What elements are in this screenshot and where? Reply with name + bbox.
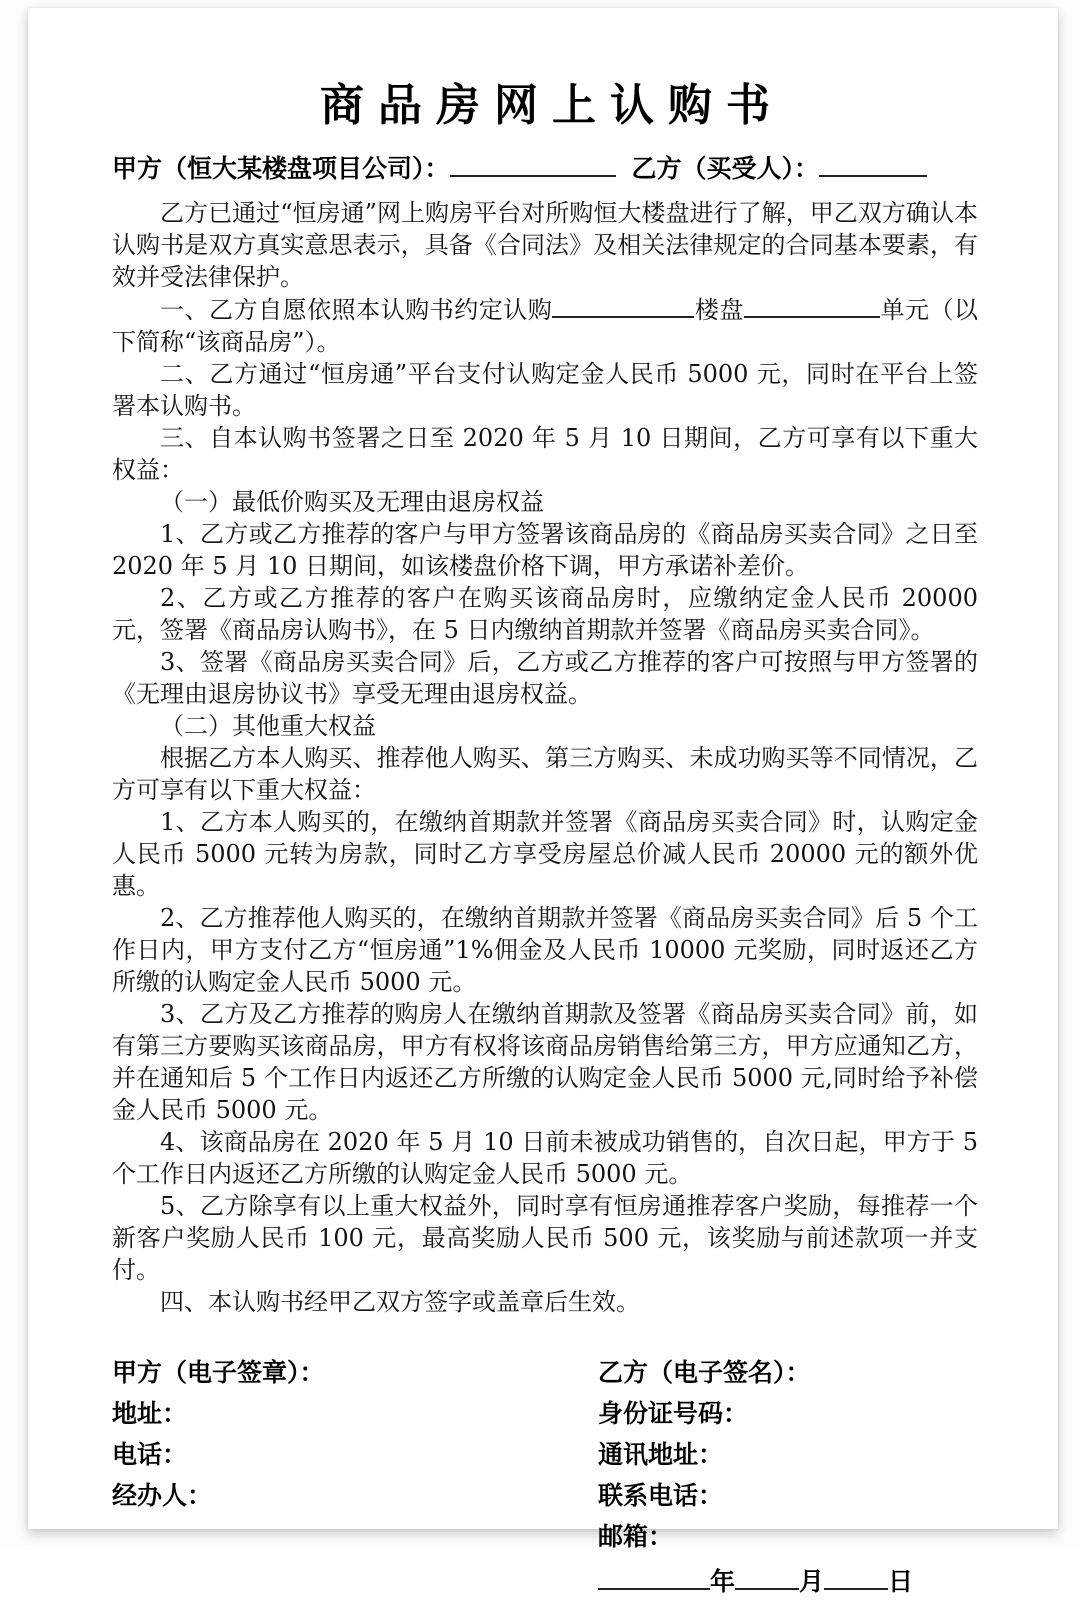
intro-paragraph: 乙方已通过“恒房通”网上购房平台对所购恒大楼盘进行了解，甲乙双方确认本认购书是双方真实意思表示，具备《合同法》及相关法律规定的合同基本要素，有效并受法律保护。 — [112, 198, 978, 291]
clause-one — [112, 293, 978, 358]
party-b-email-label: 邮箱： — [598, 1521, 674, 1551]
unit-fill-blank — [744, 293, 880, 318]
section-two-item-2: 2、乙方推荐他人购买的，在缴纳首期款并签署《商品房买卖合同》后 5 个工作日内，甲方支付乙方“恒房通”1%佣金及人民币 10000 元奖励，同时返还乙方所缴的认购定金人民币 5000 元。 — [112, 903, 978, 996]
party-a-label: 甲方（恒大某楼盘项目公司）： — [112, 153, 450, 183]
section-two-item-5: 5、乙方除享有以上重大权益外，同时享有恒房通推荐客户奖励，每推荐一个新客户奖励人民币 100 元，最高奖励人民币 500 元，该奖励与前述款项一并支付。 — [112, 1191, 978, 1284]
section-two-item-1: 1、乙方本人购买的，在缴纳首期款并签署《商品房买卖合同》时，认购定金人民币 5000 元转为房款，同时乙方享受房屋总价减人民币 20000 元的额外优惠。 — [112, 807, 978, 900]
party-b-fill-blank — [819, 151, 927, 177]
clause-one-post: 单元（以下简称“该商品房”）。 — [112, 295, 979, 356]
party-a-phone-label: 电话： — [112, 1439, 188, 1469]
party-b-signature-block — [598, 1352, 978, 1602]
section-two-intro: 根据乙方本人购买、推荐他人购买、第三方购买、未成功购买等不同情况，乙方可享有以下重大权益： — [112, 743, 978, 804]
section-one-item-2: 2、乙方或乙方推荐的客户在购买该商品房时，应缴纳定金人民币 20000 元，签署《商品房认购书》，在 5 日内缴纳首期款并签署《商品房买卖合同》。 — [112, 583, 978, 644]
party-a-agent-label: 经办人： — [112, 1480, 213, 1510]
party-b-sign-label: 乙方（电子签名）： — [598, 1357, 811, 1387]
year-fill-blank — [598, 1564, 710, 1590]
date-line — [598, 1561, 978, 1602]
party-a-signature-block — [112, 1352, 598, 1602]
signature-section — [112, 1352, 978, 1602]
party-b-phone-label: 联系电话： — [598, 1480, 724, 1510]
year-label: 年 — [710, 1566, 736, 1596]
day-fill-blank — [824, 1564, 888, 1590]
estate-name-fill-blank — [552, 293, 694, 318]
party-b-mail-address-label: 通讯地址： — [598, 1439, 724, 1469]
party-a-address-label: 地址： — [112, 1398, 188, 1428]
document-page — [28, 8, 1058, 1596]
party-b-id-label: 身份证号码： — [598, 1398, 749, 1428]
clause-two: 二、乙方通过“恒房通”平台支付认购定金人民币 5000 元，同时在平台上签署本认购书。 — [112, 359, 978, 420]
month-label: 月 — [799, 1566, 825, 1596]
clause-one-mid: 楼盘 — [694, 295, 744, 324]
day-label: 日 — [888, 1566, 914, 1596]
section-two-item-4: 4、该商品房在 2020 年 5 月 10 日前未被成功销售的，自次日起，甲方于 5 个工作日内返还乙方所缴的认购定金人民币 5000 元。 — [112, 1127, 978, 1188]
party-a-seal-label: 甲方（电子签章）： — [112, 1357, 325, 1387]
party-a-fill-blank — [450, 151, 616, 177]
document-title: 商品房网上认购书 — [320, 80, 784, 131]
section-one-item-3: 3、签署《商品房买卖合同》后，乙方或乙方推荐的客户可按照与甲方签署的《无理由退房协议书》享受无理由退房权益。 — [112, 647, 978, 708]
section-two-item-3: 3、乙方及乙方推荐的购房人在缴纳首期款及签署《商品房买卖合同》前，如有第三方要购买该商品房，甲方有权将该商品房销售给第三方，甲方应通知乙方，并在通知后 5 个工作日内返还乙方所缴的认购定金人民币 5000 元,同时给予补偿金人民币 5000 元。 — [112, 999, 978, 1124]
party-b-label: 乙方（买受人）： — [631, 153, 820, 183]
parties-line — [112, 149, 978, 189]
clause-one-pre: 一、乙方自愿依照本认购书约定认购 — [160, 295, 553, 324]
clause-four: 四、本认购书经甲乙双方签字或盖章后生效。 — [160, 1287, 640, 1316]
month-fill-blank — [735, 1564, 799, 1590]
section-one-heading: （一）最低价购买及无理由退房权益 — [160, 487, 544, 516]
section-two-heading: （二）其他重大权益 — [160, 711, 376, 740]
section-one-item-1: 1、乙方或乙方推荐的客户与甲方签署该商品房的《商品房买卖合同》之日至 2020 年 5 月 10 日期间，如该楼盘价格下调，甲方承诺补差价。 — [112, 519, 978, 580]
clause-three: 三、自本认购书签署之日至 2020 年 5 月 10 日期间，乙方可享有以下重大权益： — [112, 423, 978, 484]
